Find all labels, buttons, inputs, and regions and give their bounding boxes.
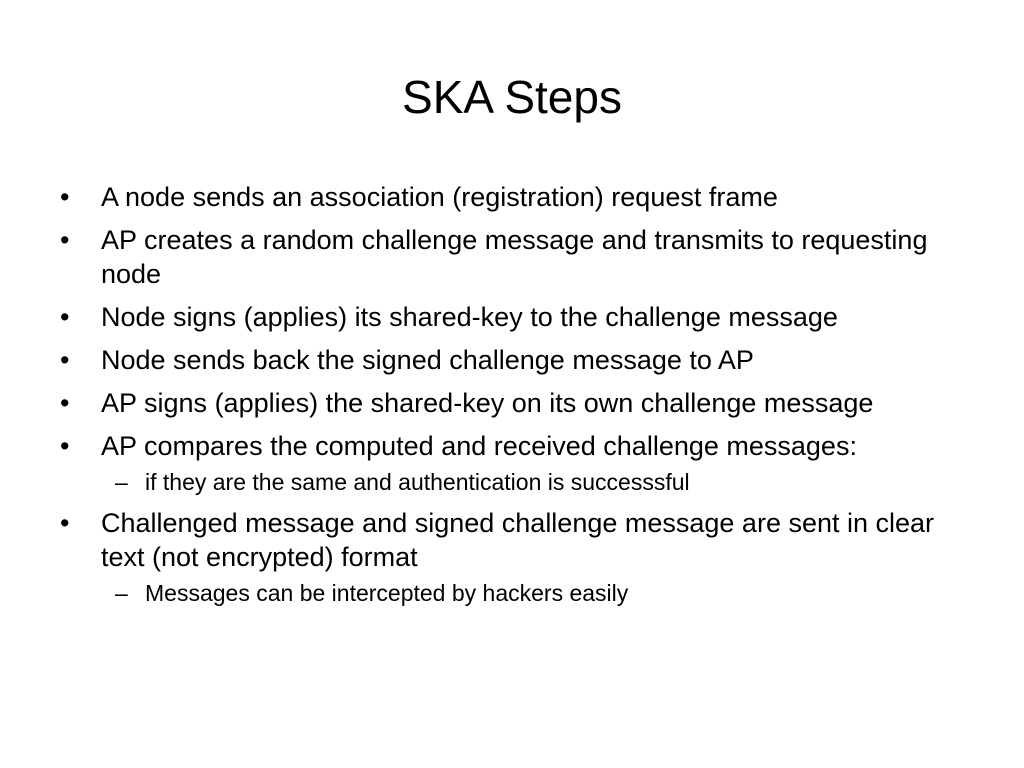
- bullet-text: AP creates a random challenge message and transmits to requesting node: [101, 225, 928, 289]
- sub-bullet-list: [101, 467, 980, 497]
- bullet-icon: •: [60, 508, 70, 538]
- sub-bullet-list: [101, 578, 980, 608]
- bullet-item: [60, 343, 980, 377]
- bullet-item: [60, 386, 980, 420]
- bullet-text: Challenged message and signed challenge message are sent in clear text (not encrypted) format: [101, 508, 935, 572]
- bullet-item: [60, 180, 980, 214]
- bullet-text: AP signs (applies) the shared-key on its own challenge message: [101, 388, 874, 418]
- bullet-item: [60, 429, 980, 497]
- bullet-item: [60, 223, 980, 291]
- bullet-text: A node sends an association (registration) request frame: [101, 182, 778, 212]
- sub-bullet-text: Messages can be intercepted by hackers easily: [145, 580, 629, 606]
- bullet-icon: •: [60, 182, 70, 212]
- bullet-text: Node signs (applies) its shared-key to the challenge message: [101, 302, 838, 332]
- bullet-list: [60, 180, 980, 608]
- slide-body: [60, 180, 980, 617]
- sub-bullet-item: [101, 578, 980, 608]
- dash-icon: –: [115, 580, 128, 606]
- slide-title: SKA Steps: [402, 71, 622, 123]
- sub-bullet-text: if they are the same and authentication is successsful: [145, 469, 690, 495]
- bullet-icon: •: [60, 388, 70, 418]
- bullet-item: [60, 300, 980, 334]
- bullet-item: [60, 506, 980, 608]
- dash-icon: –: [115, 469, 128, 495]
- sub-bullet-item: [101, 467, 980, 497]
- bullet-icon: •: [60, 302, 70, 332]
- bullet-icon: •: [60, 431, 70, 461]
- bullet-text: Node sends back the signed challenge message to AP: [101, 345, 754, 375]
- bullet-text: AP compares the computed and received challenge messages:: [101, 431, 857, 461]
- bullet-icon: •: [60, 345, 70, 375]
- bullet-icon: •: [60, 225, 70, 255]
